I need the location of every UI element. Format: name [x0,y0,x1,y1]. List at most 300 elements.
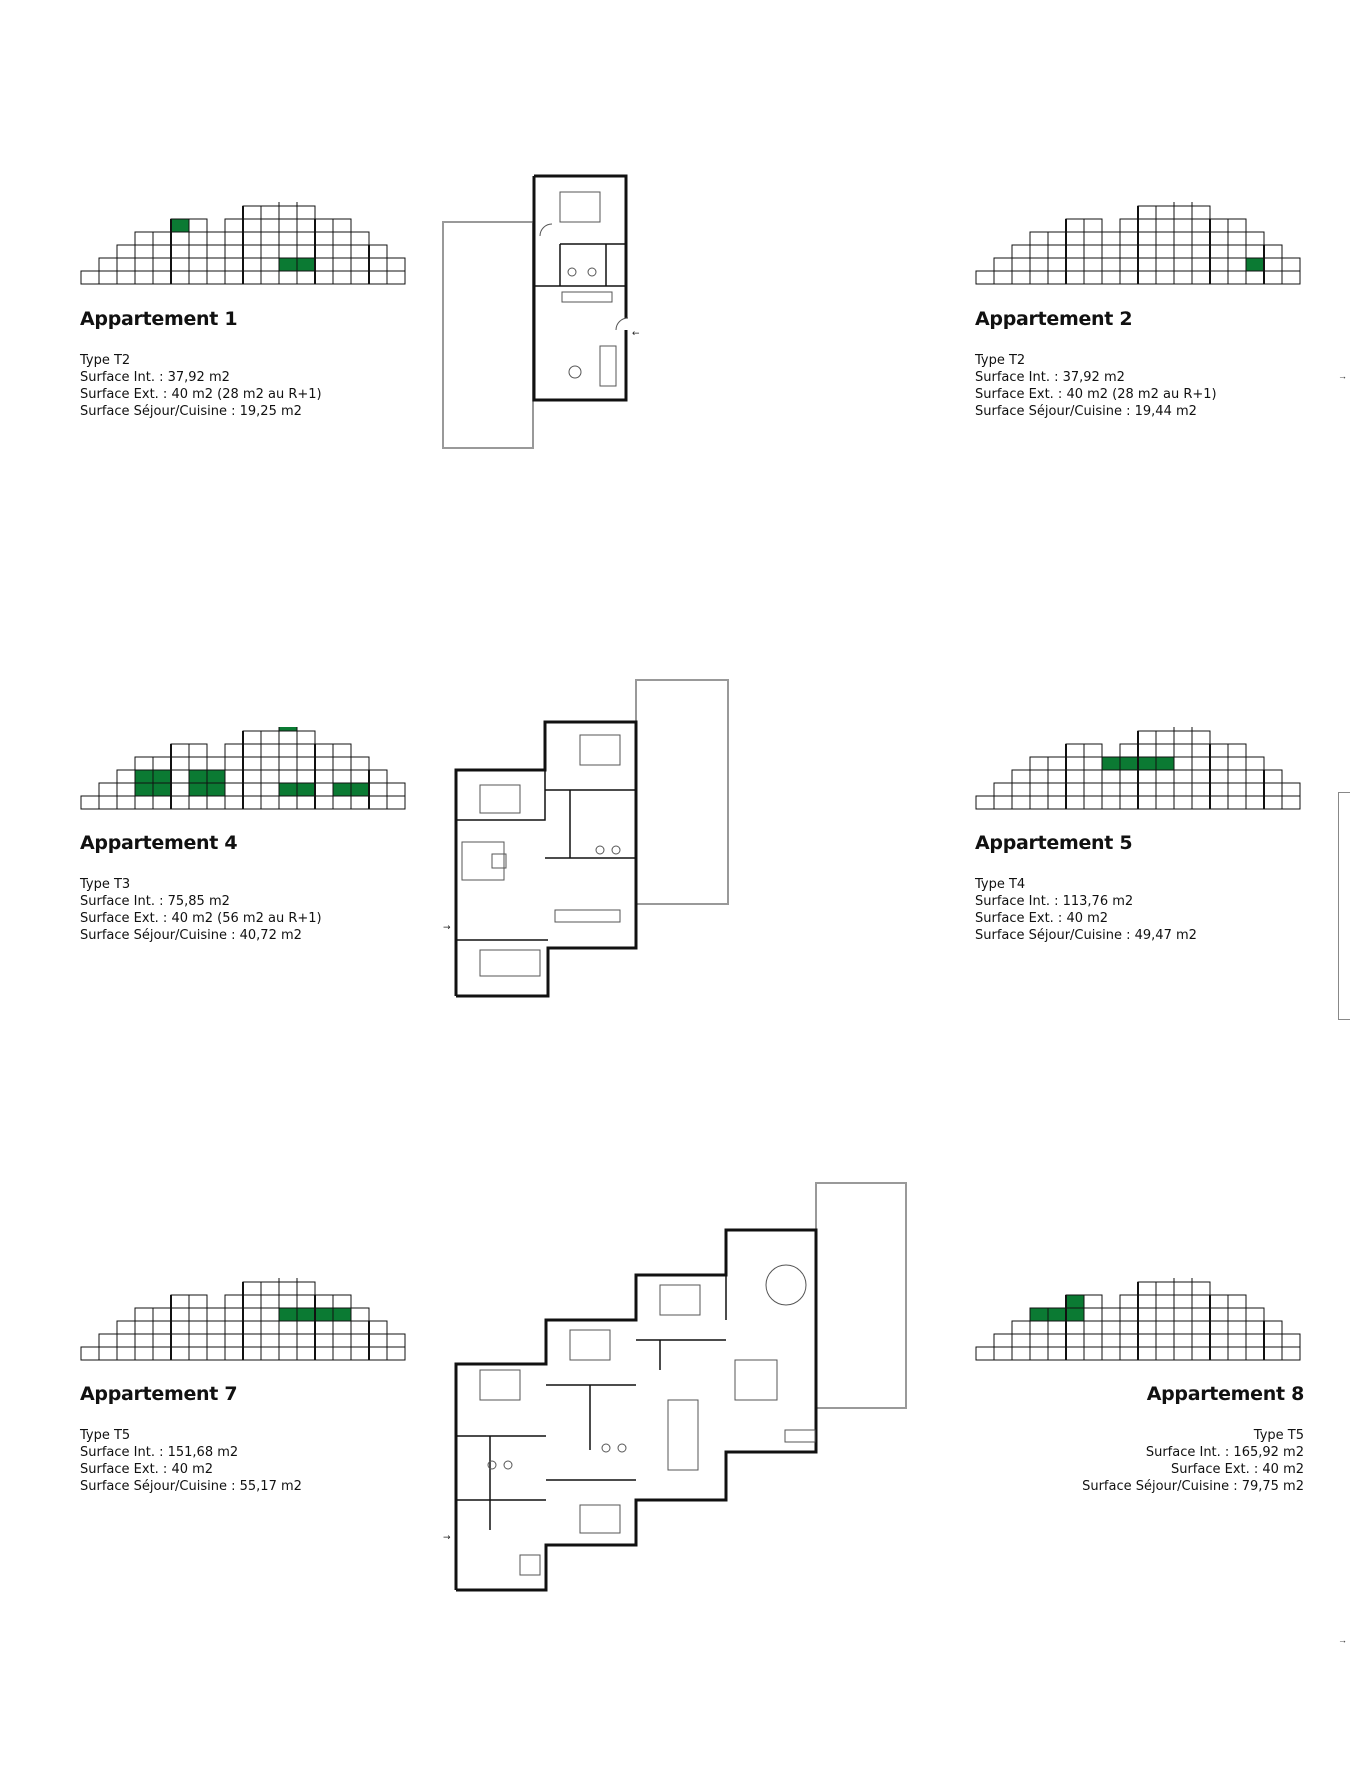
massing-cell [1084,796,1102,809]
surface-sejour: Surface Séjour/Cuisine : 40,72 m2 [80,928,302,943]
massing-cell [243,1308,261,1321]
massing-cell [1120,783,1138,796]
surface-ext: Surface Ext. : 40 m2 [80,1462,214,1477]
massing-cell [243,731,261,744]
massing-cell [1210,1308,1228,1321]
massing-cell [1138,1321,1156,1334]
massing-cell [297,1334,315,1347]
massing-cell [1030,770,1048,783]
massing-cell [225,757,243,770]
massing-cell [1012,783,1030,796]
surface-int: Surface Int. : 75,85 m2 [80,894,230,909]
massing-cell [351,258,369,271]
apartment-specs [80,1427,302,1495]
massing-cell [1228,796,1246,809]
massing-cell [1156,1282,1174,1295]
massing-cell [1246,770,1264,783]
massing-cell [153,258,171,271]
massing-cell-highlighted [333,1308,351,1321]
massing-cell [1210,1321,1228,1334]
massing-cell [189,258,207,271]
massing-cell [1084,258,1102,271]
massing-cell [1084,219,1102,232]
massing-cell [351,757,369,770]
massing-cell [171,1308,189,1321]
massing-cell [1138,1334,1156,1347]
massing-cell-highlighted [1048,1308,1066,1321]
terrace-outline [816,1183,906,1408]
massing-cell [243,271,261,284]
massing-cell [1012,271,1030,284]
massing-cell [1246,271,1264,284]
massing-cell [1084,1321,1102,1334]
massing-cell [333,757,351,770]
massing-cell [369,783,387,796]
entry-arrow-icon: → [443,1533,451,1543]
massing-cell [1120,232,1138,245]
massing-cell [261,770,279,783]
massing-cell [333,271,351,284]
massing-cell [1282,271,1300,284]
massing-cell [333,1321,351,1334]
massing-cell [1174,1308,1192,1321]
massing-cell [1138,770,1156,783]
massing-cell [1102,783,1120,796]
massing-cell [243,206,261,219]
massing-cell [279,1347,297,1360]
massing-cell [315,757,333,770]
massing-cell [1174,757,1192,770]
massing-cell [207,1321,225,1334]
massing-cell [1120,1347,1138,1360]
massing-cell [81,1347,99,1360]
surface-sejour: Surface Séjour/Cuisine : 19,44 m2 [975,404,1197,419]
massing-cell [1030,258,1048,271]
massing-cell [1282,796,1300,809]
massing-cell [1228,744,1246,757]
massing-cell [315,796,333,809]
massing-cell [1192,1334,1210,1347]
massing-cell [1264,1347,1282,1360]
surface-int: Surface Int. : 37,92 m2 [975,370,1125,385]
massing-cell [976,1347,994,1360]
massing-cell [1192,1282,1210,1295]
massing-cell [261,1308,279,1321]
massing-cell [1192,1347,1210,1360]
massing-cell [189,1295,207,1308]
massing-cell [1210,1295,1228,1308]
massing-cell-highlighted [1030,1308,1048,1321]
massing-cell [1228,770,1246,783]
massing-cell [243,232,261,245]
massing-cell [1156,783,1174,796]
massing-cell [1030,1347,1048,1360]
massing-cell [1156,1321,1174,1334]
massing-cell [1120,1295,1138,1308]
massing-cell [369,796,387,809]
massing-cell [1138,219,1156,232]
massing-cell [225,219,243,232]
massing-cell [351,1308,369,1321]
apartment-type: Type T2 [80,353,131,368]
massing-cell [153,1347,171,1360]
massing-cell [1102,1321,1120,1334]
massing-cell [1156,770,1174,783]
massing-cell [315,219,333,232]
massing-cell [171,796,189,809]
massing-cell [1012,770,1030,783]
massing-cell [1102,1347,1120,1360]
massing-cell [189,1308,207,1321]
massing-cell [1120,271,1138,284]
massing-cell [387,1347,405,1360]
massing-cell [1030,796,1048,809]
massing-cell [135,245,153,258]
massing-cell [243,757,261,770]
massing-cell [1156,271,1174,284]
massing-cell [243,744,261,757]
floor-plan-apt4 [440,675,740,1000]
massing-cell [315,258,333,271]
massing-cell [1174,1347,1192,1360]
massing-cell [1084,271,1102,284]
massing-cell [1030,757,1048,770]
massing-cell [1030,232,1048,245]
massing-cell [207,258,225,271]
massing-cell [1156,744,1174,757]
massing-cell [994,1347,1012,1360]
massing-cell [1174,258,1192,271]
massing-cell [315,770,333,783]
massing-cell [279,232,297,245]
massing-cell [387,271,405,284]
massing-cell [1120,258,1138,271]
massing-cell [171,1321,189,1334]
massing-cell [207,1308,225,1321]
massing-cell [117,1321,135,1334]
massing-cell-highlighted [333,783,351,796]
massing-cell [207,757,225,770]
massing-cell [1192,757,1210,770]
massing-cell [1102,245,1120,258]
massing-cell [994,271,1012,284]
massing-cell [1246,757,1264,770]
massing-cell [1192,731,1210,744]
massing-cell [117,1334,135,1347]
massing-cell [1192,1308,1210,1321]
massing-cell [279,245,297,258]
massing-cell [1138,744,1156,757]
massing-cell [261,796,279,809]
massing-cell [1210,744,1228,757]
massing-cell [1156,1295,1174,1308]
massing-cell [243,1295,261,1308]
massing-cell [153,796,171,809]
massing-cell [315,783,333,796]
floor-plan-apt7 [440,1180,920,1600]
massing-cell [1282,1347,1300,1360]
massing-cell [81,271,99,284]
massing-cell [1228,258,1246,271]
massing-cell [1174,1295,1192,1308]
massing-cell [1228,245,1246,258]
massing-cell [1264,271,1282,284]
massing-cell [225,1308,243,1321]
massing-cell [351,232,369,245]
massing-cell-highlighted [207,783,225,796]
massing-cell [1120,744,1138,757]
massing-cell [1084,757,1102,770]
massing-cell [1246,796,1264,809]
terrace-outline [443,222,533,448]
massing-cell [171,1295,189,1308]
massing-cell [1192,219,1210,232]
massing-cell [1156,796,1174,809]
massing-cell [153,245,171,258]
massing-cell [369,1321,387,1334]
massing-cell [135,232,153,245]
massing-cell [99,783,117,796]
massing-cell [351,1347,369,1360]
massing-diagram-apt8 [975,1278,1305,1362]
massing-cell [315,245,333,258]
apartment-specs [80,876,322,944]
massing-cell [315,271,333,284]
massing-cell [1138,1295,1156,1308]
massing-cell [207,1347,225,1360]
massing-diagram-apt4 [80,727,410,811]
massing-cell [1048,757,1066,770]
massing-cell [1174,1282,1192,1295]
massing-cell-highlighted [1066,1295,1084,1308]
massing-cell [117,258,135,271]
massing-cell [1174,796,1192,809]
massing-cell [1228,783,1246,796]
massing-cell [1138,271,1156,284]
massing-cell [297,206,315,219]
massing-cell-highlighted [153,783,171,796]
massing-cell [1174,727,1192,731]
massing-cell [1012,1321,1030,1334]
massing-cell [297,1347,315,1360]
massing-cell [279,796,297,809]
massing-cell [135,1334,153,1347]
massing-cell [297,219,315,232]
massing-cell [1228,1334,1246,1347]
massing-cell [1048,783,1066,796]
massing-cell [1084,1295,1102,1308]
apartment-title: Appartement 7 [80,1383,238,1405]
massing-cell [153,1321,171,1334]
massing-cell [297,271,315,284]
massing-cell [1192,1295,1210,1308]
massing-cell-highlighted [351,783,369,796]
massing-cell [1084,232,1102,245]
massing-cell [1102,796,1120,809]
massing-cell [171,271,189,284]
massing-cell [1030,783,1048,796]
massing-cell-highlighted [1156,757,1174,770]
massing-cell [1228,1347,1246,1360]
massing-cell [243,1321,261,1334]
massing-diagram-apt5 [975,727,1305,811]
massing-cell [1066,232,1084,245]
massing-cell [135,796,153,809]
massing-cell [171,258,189,271]
massing-cell [1210,232,1228,245]
massing-cell [189,219,207,232]
apartment-title: Appartement 1 [80,308,238,330]
massing-cell [1012,258,1030,271]
massing-cell [279,770,297,783]
massing-cell [279,206,297,219]
massing-cell [369,271,387,284]
massing-cell [1192,271,1210,284]
massing-cell [135,271,153,284]
massing-cell [1192,258,1210,271]
apartment-specs [1082,1427,1304,1495]
massing-cell [99,258,117,271]
massing-cell [1246,1347,1264,1360]
massing-cell-highlighted [279,258,297,271]
massing-cell [279,219,297,232]
massing-cell [225,770,243,783]
massing-cell [99,796,117,809]
massing-cell [1264,770,1282,783]
massing-cell [189,245,207,258]
massing-cell [1138,1308,1156,1321]
massing-cell [1174,1334,1192,1347]
massing-cell [225,783,243,796]
massing-cell-highlighted [135,770,153,783]
massing-cell-highlighted [171,219,189,232]
apartment-specs [975,352,1217,420]
massing-cell [1210,757,1228,770]
massing-cell-highlighted [189,783,207,796]
edge-arrow-icon: → [1338,1635,1347,1645]
massing-cell [243,1282,261,1295]
massing-cell [225,796,243,809]
massing-cell [1174,206,1192,219]
massing-cell [261,757,279,770]
massing-cell [333,796,351,809]
massing-cell [1066,245,1084,258]
massing-cell [1102,258,1120,271]
massing-cell [1156,1347,1174,1360]
massing-cell [1192,206,1210,219]
massing-cell [1192,783,1210,796]
massing-cell [1228,1308,1246,1321]
massing-cell [1120,1334,1138,1347]
surface-int: Surface Int. : 151,68 m2 [80,1445,239,1460]
massing-cell [351,271,369,284]
massing-cell [1120,219,1138,232]
surface-ext: Surface Ext. : 40 m2 [1170,1462,1304,1477]
massing-cell [1066,796,1084,809]
massing-cell [351,1334,369,1347]
massing-cell [261,1282,279,1295]
massing-cell [153,232,171,245]
massing-cell [1030,245,1048,258]
massing-cell [1138,1347,1156,1360]
massing-cell [225,1334,243,1347]
massing-cell [1012,1334,1030,1347]
massing-cell [297,232,315,245]
surface-ext: Surface Ext. : 40 m2 [975,911,1109,926]
massing-cell [135,258,153,271]
massing-cell [297,770,315,783]
massing-cell [1228,757,1246,770]
massing-cell [1138,258,1156,271]
massing-cell [171,1347,189,1360]
massing-cell [1066,1347,1084,1360]
massing-cell [1192,796,1210,809]
massing-cell [1048,1321,1066,1334]
massing-cell [171,744,189,757]
surface-sejour: Surface Séjour/Cuisine : 19,25 m2 [80,404,302,419]
massing-cell [1264,245,1282,258]
massing-cell [1102,232,1120,245]
massing-cell [225,744,243,757]
massing-cell [279,271,297,284]
massing-cell [189,1321,207,1334]
massing-cell [297,744,315,757]
massing-cell [1048,1334,1066,1347]
massing-cell [351,1321,369,1334]
massing-cell [333,1347,351,1360]
massing-cell [369,1334,387,1347]
massing-cell [1210,783,1228,796]
massing-cell [1138,245,1156,258]
apartment-title: Appartement 5 [975,832,1133,854]
surface-ext: Surface Ext. : 40 m2 (28 m2 au R+1) [975,387,1217,402]
massing-cell [1210,796,1228,809]
apartment-specs [80,352,322,420]
massing-cell [1246,245,1264,258]
apartment-type: Type T5 [80,1428,131,1443]
apartment-title: Appartement 8 [1146,1383,1304,1405]
massing-cell-highlighted [207,770,225,783]
massing-cell [1120,796,1138,809]
massing-cell [171,770,189,783]
massing-cell [1138,206,1156,219]
massing-cell [1066,258,1084,271]
massing-cell [135,1347,153,1360]
massing-cell [1066,1321,1084,1334]
massing-cell [333,219,351,232]
massing-cell [1174,731,1192,744]
massing-cell [333,770,351,783]
massing-cell [1228,1295,1246,1308]
massing-cell [279,1282,297,1295]
massing-cell [243,770,261,783]
massing-diagram-apt7 [80,1278,410,1362]
massing-cell-highlighted [189,770,207,783]
massing-cell [135,757,153,770]
massing-cell [261,1295,279,1308]
massing-cell [1030,271,1048,284]
massing-cell [1138,731,1156,744]
massing-cell [351,770,369,783]
massing-cell [1120,770,1138,783]
massing-cell-highlighted [1120,757,1138,770]
massing-cell [1048,232,1066,245]
massing-cell [1210,271,1228,284]
massing-cell [1246,1334,1264,1347]
massing-cell [1084,770,1102,783]
massing-cell [1102,770,1120,783]
edge-arrow-icon: → [1338,371,1347,381]
